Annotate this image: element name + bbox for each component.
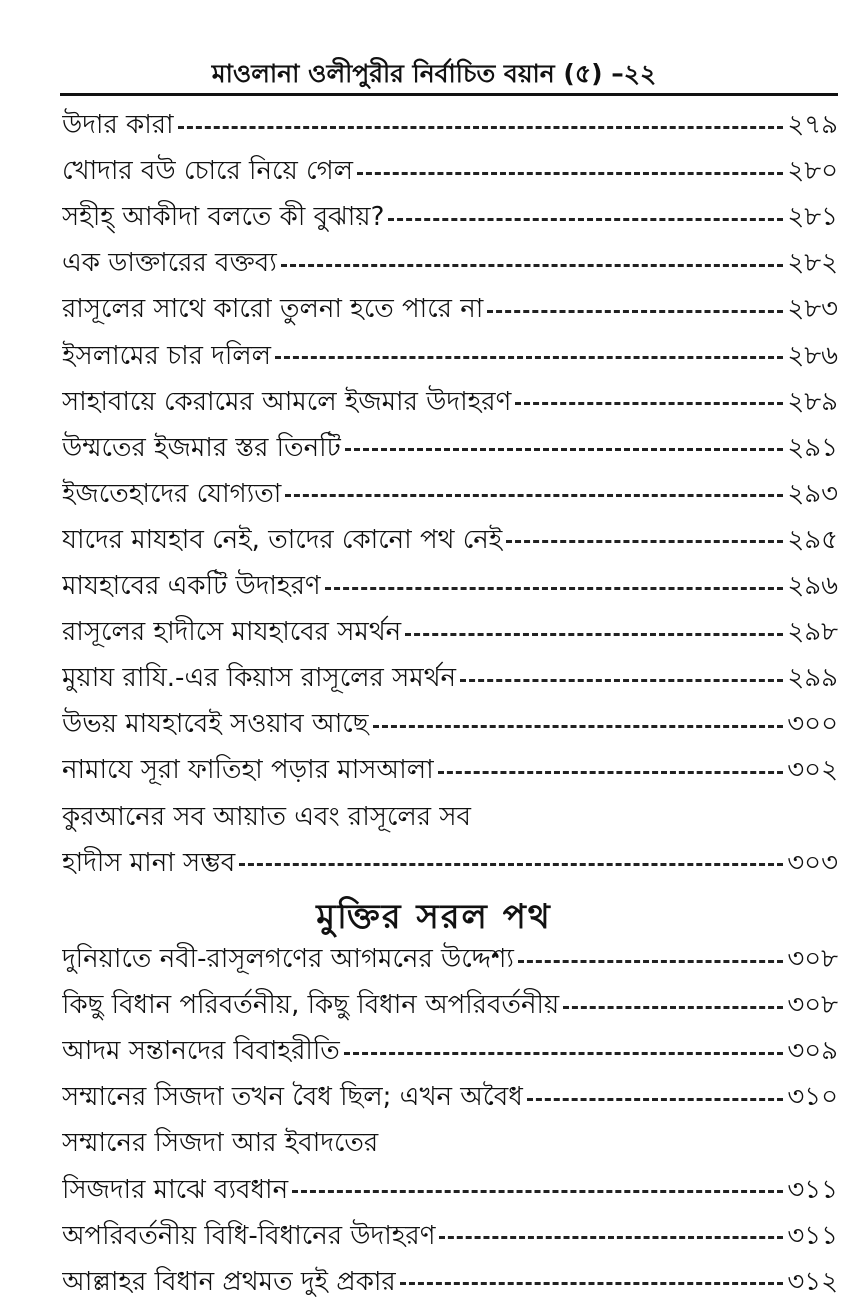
dotted-leader bbox=[178, 126, 784, 129]
toc-entry bbox=[62, 657, 838, 699]
toc-page-number: ২৮৯ bbox=[787, 386, 838, 417]
toc-entry-title: যাদের মাযহাব নেই, তাদের কোনো পথ নেই bbox=[62, 524, 503, 555]
header-rule bbox=[60, 93, 838, 96]
toc-entry-title: আল্লাহর বিধান প্রথমত দুই প্রকার bbox=[62, 1266, 396, 1297]
toc-entry-title: সিজদার মাঝে ব্যবধান bbox=[62, 1174, 289, 1205]
dotted-leader bbox=[405, 633, 783, 636]
toc-page-number: ২৭৯ bbox=[787, 110, 838, 140]
toc-entry-title: উদার কারা bbox=[62, 110, 174, 140]
toc-entry-title: কুরআনের সব আয়াত এবং রাসূলের সব bbox=[62, 801, 471, 832]
toc-page-number: ২৮২ bbox=[787, 248, 838, 279]
toc-entry-title: রাসূলের সাথে কারো তুলনা হতে পারে না bbox=[62, 294, 484, 325]
dotted-leader bbox=[527, 1098, 784, 1101]
toc-entry bbox=[62, 938, 838, 980]
toc-entry bbox=[62, 519, 838, 561]
dotted-leader bbox=[281, 264, 784, 267]
toc-page-number: ২৮০ bbox=[787, 156, 838, 187]
toc-entry bbox=[62, 288, 838, 330]
toc-entry bbox=[62, 565, 838, 607]
dotted-leader bbox=[292, 1190, 783, 1193]
toc-page-number: ২৯১ bbox=[787, 432, 838, 463]
toc-entry bbox=[62, 749, 838, 791]
toc-entry-title: উভয় মাযহাবেই সওয়াব আছে bbox=[62, 709, 369, 740]
dotted-leader bbox=[344, 1052, 784, 1055]
dotted-leader bbox=[275, 356, 783, 359]
section-heading: মুক্তির সরল পথ bbox=[316, 897, 552, 937]
toc-entry bbox=[62, 1169, 838, 1211]
toc-entry bbox=[62, 796, 838, 838]
toc-page-number: ২৯৯ bbox=[787, 663, 838, 694]
toc-page-number: ৩০৩ bbox=[787, 847, 838, 878]
toc-page-number: ৩০৯ bbox=[787, 1036, 838, 1067]
toc-entry-title: সাহাবায়ে কেরামের আমলে ইজমার উদাহরণ bbox=[62, 386, 512, 417]
toc-entry-title: সম্মানের সিজদা আর ইবাদতের bbox=[62, 1128, 379, 1159]
toc-entry-title: সহীহ্ আকীদা বলতে কী বুঝায়? bbox=[62, 202, 385, 233]
toc-page-number: ২৯৫ bbox=[787, 524, 838, 555]
toc-entry bbox=[62, 1030, 838, 1072]
toc-page-number: ২৯৩ bbox=[787, 478, 838, 509]
toc-page-number: ২৮৬ bbox=[787, 340, 838, 371]
dotted-leader bbox=[506, 540, 783, 543]
dotted-leader bbox=[239, 863, 783, 866]
toc-entry bbox=[62, 196, 838, 238]
toc-entry bbox=[62, 1122, 838, 1164]
dotted-leader bbox=[518, 960, 783, 963]
toc-entry bbox=[62, 984, 838, 1026]
dotted-leader bbox=[563, 1006, 783, 1009]
dotted-leader bbox=[285, 494, 783, 497]
toc-entry bbox=[62, 427, 838, 469]
toc-entry-title: সম্মানের সিজদা তখন বৈধ ছিল; এখন অবৈধ bbox=[62, 1082, 523, 1113]
toc-entry bbox=[62, 1215, 838, 1257]
dotted-leader bbox=[373, 725, 784, 728]
toc-entry-title: আদম সন্তানদের বিবাহরীতি bbox=[62, 1036, 340, 1067]
toc-entry bbox=[62, 473, 838, 515]
toc-page-number: ২৮৩ bbox=[787, 294, 838, 325]
dotted-leader bbox=[460, 679, 783, 682]
toc-entry bbox=[62, 1261, 838, 1303]
toc-entry-title: উম্মতের ইজমার স্তর তিনটি bbox=[62, 432, 341, 463]
dotted-leader bbox=[439, 1236, 783, 1239]
toc-entry bbox=[62, 381, 838, 423]
dotted-leader bbox=[388, 218, 783, 221]
toc-entry-title: ইজতেহাদের যোগ্যতা bbox=[62, 478, 282, 509]
dotted-leader bbox=[345, 448, 784, 451]
toc-entry bbox=[62, 335, 838, 377]
toc-page-number: ৩০৮ bbox=[787, 944, 838, 974]
toc-entry-title: এক ডাক্তারের বক্তব্য bbox=[62, 248, 277, 279]
toc-page-number: ৩০৮ bbox=[787, 990, 838, 1021]
toc-entry bbox=[62, 1076, 838, 1118]
running-header-title: মাওলানা ওলীপুরীর নির্বাচিত বয়ান (৫) –২২ bbox=[211, 59, 657, 88]
toc-entry-title: দুনিয়াতে নবী-রাসূলগণের আগমনের উদ্দেশ্য bbox=[62, 944, 514, 974]
toc-entry bbox=[62, 842, 838, 884]
dotted-leader bbox=[357, 172, 783, 175]
toc-page-number: ৩১১ bbox=[787, 1220, 838, 1251]
toc-page-number: ২৮১ bbox=[787, 202, 838, 233]
dotted-leader bbox=[325, 587, 784, 590]
dotted-leader bbox=[515, 402, 783, 405]
toc-page-number: ২৯৬ bbox=[787, 571, 838, 601]
toc-page-number: ৩০২ bbox=[787, 755, 838, 786]
toc-entry bbox=[62, 150, 838, 192]
toc-entry-title: অপরিবর্তনীয় বিধি-বিধানের উদাহরণ bbox=[62, 1220, 436, 1251]
toc-page-number: ৩১১ bbox=[787, 1174, 838, 1205]
toc-page-number: ২৯৮ bbox=[787, 617, 838, 648]
dotted-leader bbox=[400, 1282, 784, 1285]
toc-entry-title: ইসলামের চার দলিল bbox=[62, 340, 272, 371]
toc-entry-title: মাযহাবের একটি উদাহরণ bbox=[62, 571, 321, 601]
toc-page-number: ৩০০ bbox=[787, 709, 838, 740]
dotted-leader bbox=[438, 771, 784, 774]
toc-page-number: ৩১০ bbox=[787, 1082, 838, 1113]
toc-entry-title: হাদীস মানা সম্ভব bbox=[62, 847, 236, 878]
dotted-leader bbox=[487, 310, 783, 313]
toc-entry-title: খোদার বউ চোরে নিয়ে গেল bbox=[62, 156, 353, 187]
toc-entry-title: নামাযে সূরা ফাতিহা পড়ার মাসআলা bbox=[62, 755, 434, 786]
toc-entry bbox=[62, 104, 838, 146]
page-header bbox=[0, 0, 868, 94]
toc-entry-title: রাসূলের হাদীসে মাযহাবের সমর্থন bbox=[62, 617, 402, 648]
toc-entry bbox=[62, 242, 838, 284]
toc-page-number: ৩১২ bbox=[787, 1266, 838, 1297]
toc-entry-title: মুয়ায রাযি.-এর কিয়াস রাসূলের সমর্থন bbox=[62, 663, 457, 694]
toc-entry-title: কিছু বিধান পরিবর্তনীয়, কিছু বিধান অপরিবর্তনীয় bbox=[62, 990, 560, 1021]
toc-entry bbox=[62, 703, 838, 745]
toc-entry bbox=[62, 611, 838, 653]
